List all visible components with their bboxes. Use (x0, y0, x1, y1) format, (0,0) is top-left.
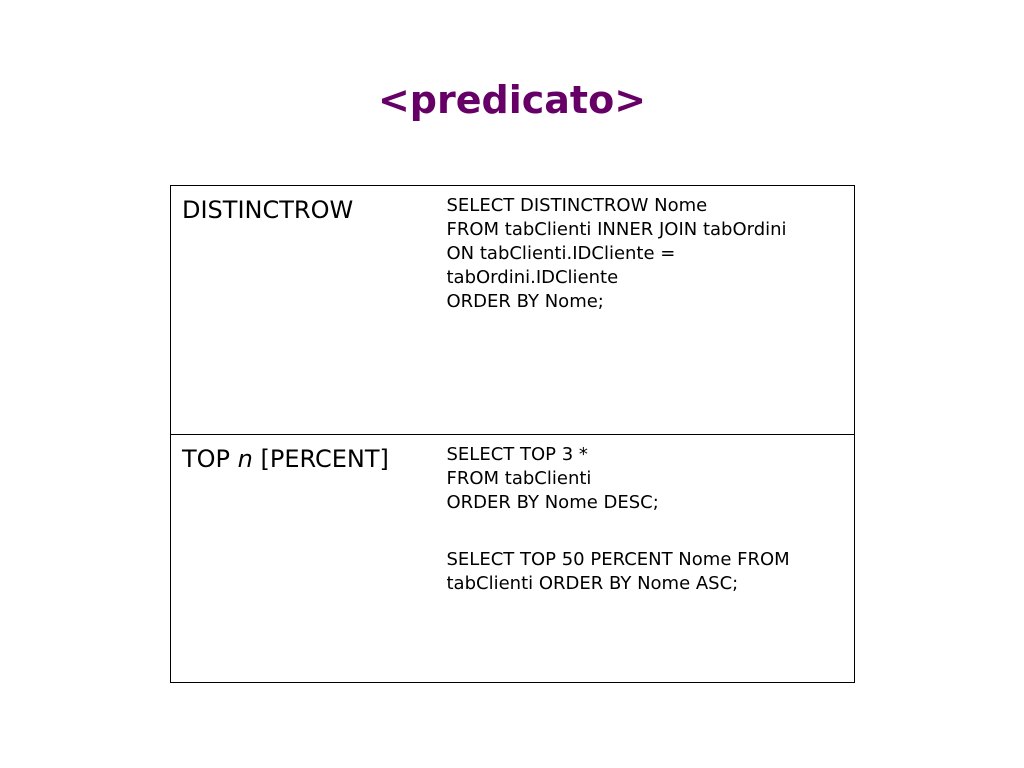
example-cell (436, 186, 855, 435)
sql-line: ORDER BY Nome; (446, 291, 604, 312)
term-italic-n: n (237, 445, 253, 473)
sql-line: ON tabClienti.IDCliente = (446, 243, 676, 264)
predicate-table (170, 185, 855, 683)
table-row (171, 435, 855, 683)
term-top-n-percent (171, 435, 436, 473)
sql-line: tabOrdini.IDCliente (446, 267, 619, 288)
example-cell (436, 435, 855, 683)
term-cell (171, 186, 436, 435)
term-suffix: [PERCENT] (252, 445, 389, 473)
term-distinctrow: DISTINCTROW (182, 196, 354, 224)
block-spacer (447, 515, 849, 548)
sql-line: tabClienti ORDER BY Nome ASC; (446, 573, 739, 594)
sql-line: SELECT DISTINCTROW Nome (446, 195, 708, 216)
sql-line: SELECT TOP 3 * (446, 444, 588, 465)
sql-line: SELECT TOP 50 PERCENT Nome FROM (446, 549, 790, 570)
sql-example (436, 186, 855, 314)
sql-line: FROM tabClienti INNER JOIN tabOrdini (446, 219, 787, 240)
slide-title: <predicato> (377, 78, 647, 122)
sql-line: ORDER BY Nome DESC; (446, 492, 659, 513)
term-prefix: TOP (182, 445, 238, 473)
term-cell (171, 435, 436, 683)
sql-line: FROM tabClienti (446, 468, 592, 489)
table-row (171, 186, 855, 435)
sql-example (436, 435, 855, 596)
